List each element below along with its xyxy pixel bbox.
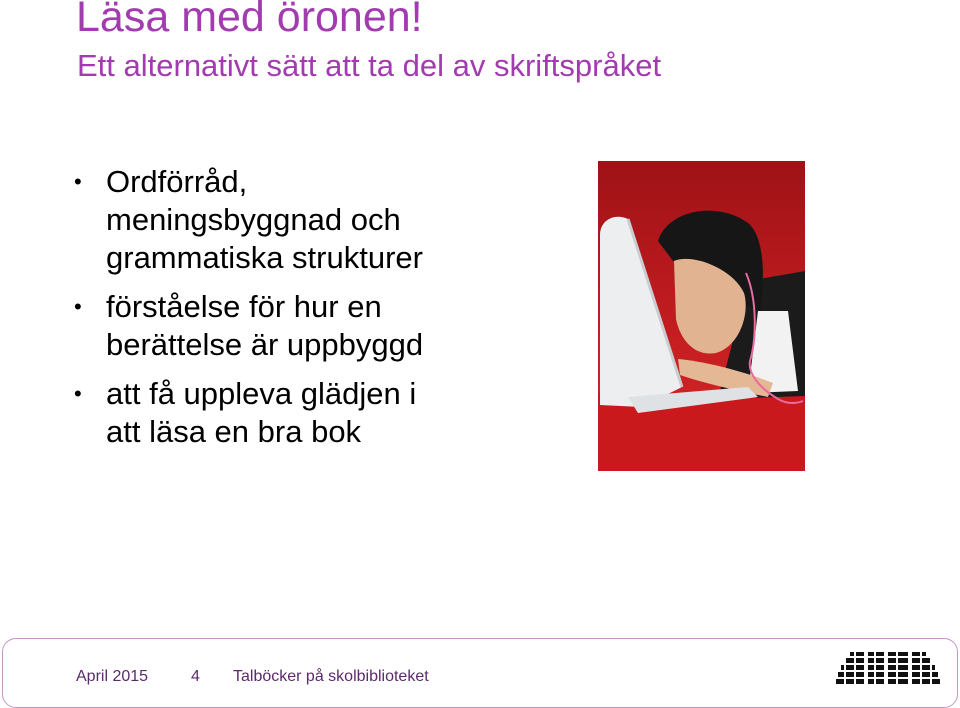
bullet-item [72, 163, 492, 277]
bullet-line: berättelse är uppbyggd [106, 327, 424, 362]
footer-caption: Talböcker på skolbiblioteket [233, 668, 429, 685]
bullet-marker: • [74, 381, 82, 406]
bullet-item [72, 288, 492, 364]
slide-subtitle: Ett alternativt sätt att ta del av skriftspråket [77, 48, 662, 83]
bullet-line: Ordförråd, [106, 164, 248, 199]
photo-girl-with-laptop [598, 161, 805, 471]
bullet-list [72, 163, 492, 462]
bullet-marker: • [74, 294, 82, 319]
bullet-marker: • [74, 169, 82, 194]
bullet-line: meningsbyggnad och [106, 202, 401, 237]
bullet-line: att läsa en bra bok [106, 414, 362, 449]
bullet-line: att få uppleva glädjen i [106, 376, 417, 411]
mtm-logo-icon [834, 651, 942, 687]
bullet-line: förståelse för hur en [106, 289, 382, 324]
slide-title: Läsa med öronen! [76, 0, 423, 41]
bullet-line: grammatiska strukturer [106, 240, 423, 275]
bullet-item [72, 375, 492, 451]
footer-page-number: 4 [191, 668, 200, 685]
footer-date: April 2015 [76, 668, 149, 685]
